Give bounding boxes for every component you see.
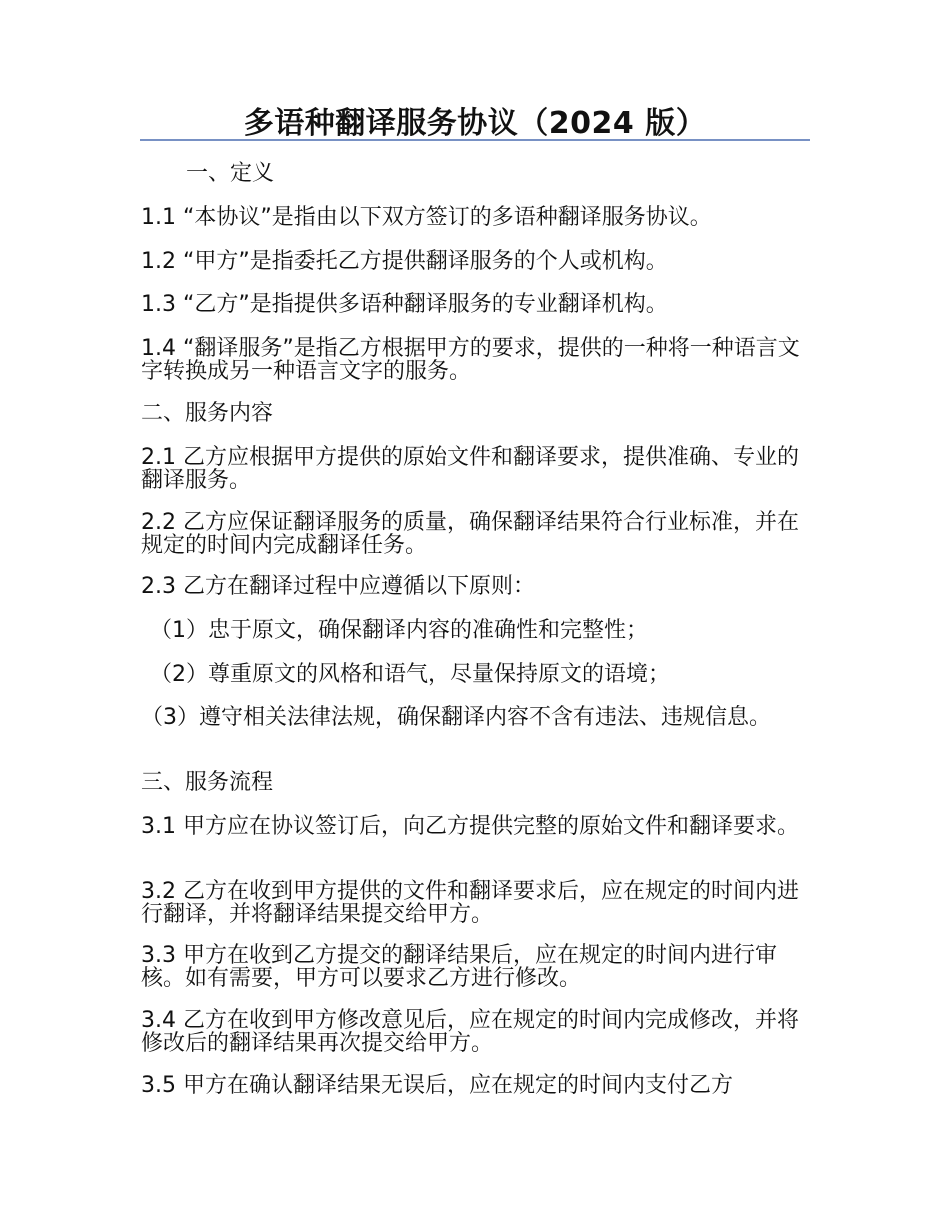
clause-2-2: 2.2 乙方应保证翻译服务的质量，确保翻译结果符合行业标准，并在规定的时间内完成翻译任务。 — [141, 510, 799, 558]
clause-3-5: 3.5 甲方在确认翻译结果无误后，应在规定的时间内支付乙方 — [141, 1073, 733, 1098]
clause-3-2: 3.2 乙方在收到甲方提供的文件和翻译要求后，应在规定的时间内进行翻译，并将翻译结果提交给甲方。 — [141, 879, 799, 927]
principle-item-2: （2）尊重原文的风格和语气，尽量保持原文的语境； — [150, 662, 670, 687]
clause-3-1: 3.1 甲方应在协议签订后，向乙方提供完整的原始文件和翻译要求。 — [141, 814, 799, 839]
clause-1-3: 1.3 “乙方”是指提供多语种翻译服务的专业翻译机构。 — [141, 292, 668, 317]
clause-3-3: 3.3 甲方在收到乙方提交的翻译结果后，应在规定的时间内进行审核。如有需要，甲方可以要求乙方进行修改。 — [141, 943, 777, 991]
clause-1-2: 1.2 “甲方”是指委托乙方提供翻译服务的个人或机构。 — [141, 249, 668, 274]
section-heading-service-content: 二、服务内容 — [141, 401, 274, 426]
title-underline — [140, 139, 810, 141]
section-heading-service-process: 三、服务流程 — [141, 770, 274, 795]
document-title: 多语种翻译服务协议（2024 版） — [243, 106, 707, 141]
clause-2-3: 2.3 乙方在翻译过程中应遵循以下原则： — [141, 574, 535, 599]
clause-1-4: 1.4 “翻译服务”是指乙方根据甲方的要求，提供的一种将一种语言文字转换成另一种语言文字的服务。 — [141, 336, 800, 384]
section-heading-definitions: 一、定义 — [186, 161, 275, 186]
principle-item-3: （3）遵守相关法律法规，确保翻译内容不含有违法、违规信息。 — [141, 705, 771, 730]
clause-2-1: 2.1 乙方应根据甲方提供的原始文件和翻译要求，提供准确、专业的翻译服务。 — [141, 445, 799, 493]
clause-1-1: 1.1 “本协议”是指由以下双方签订的多语种翻译服务协议。 — [141, 205, 712, 230]
principle-item-1: （1）忠于原文，确保翻译内容的准确性和完整性； — [150, 618, 648, 643]
clause-3-4: 3.4 乙方在收到甲方修改意见后，应在规定的时间内完成修改，并将修改后的翻译结果再次提交给甲方。 — [141, 1008, 799, 1056]
